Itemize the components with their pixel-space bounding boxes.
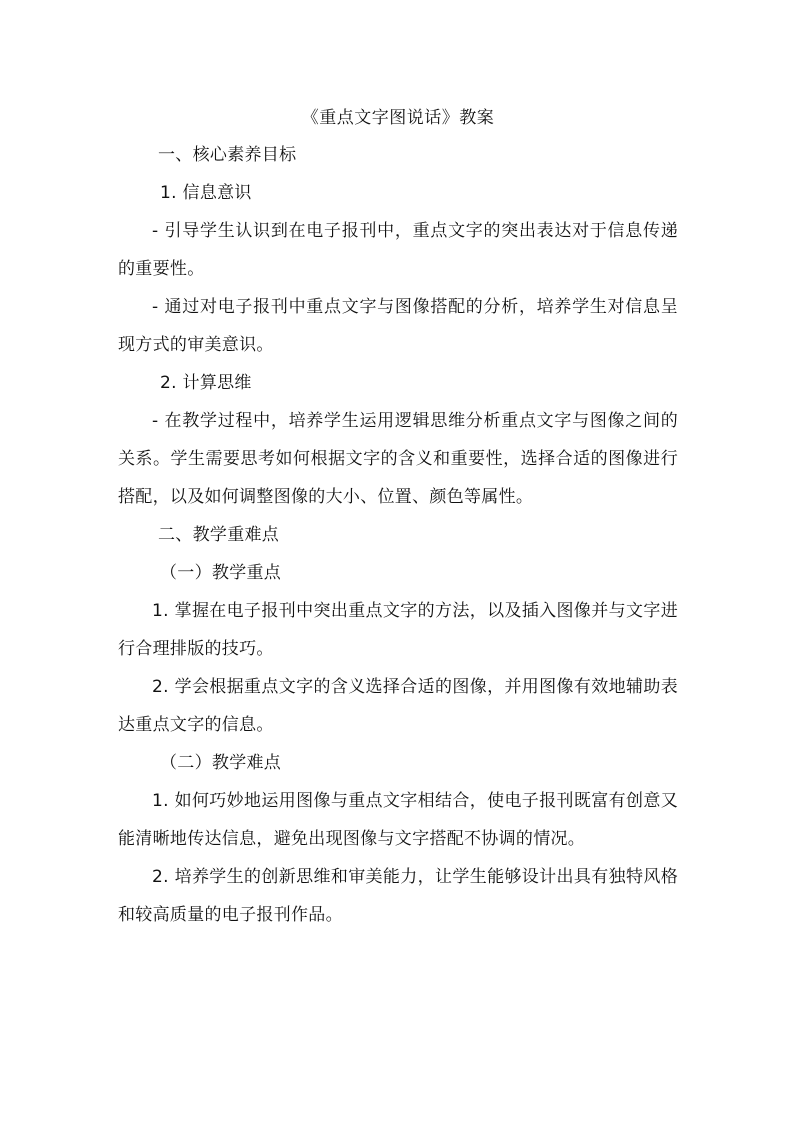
subheading-teaching-focus: （一）教学重点 bbox=[160, 563, 282, 583]
document-title: 《重点文字图说话》教案 bbox=[301, 108, 495, 128]
paragraph: 2. 培养学生的创新思维和审美能力，让学生能够设计出具有独特风格和较高质量的电子报刊作品。 bbox=[118, 867, 678, 925]
section-heading-core-goals: 一、核心素养目标 bbox=[158, 145, 297, 165]
paragraph: 1. 掌握在电子报刊中突出重点文字的方法，以及插入图像并与文字进行合理排版的技巧。 bbox=[118, 601, 678, 659]
document-body bbox=[118, 100, 678, 934]
paragraph: 2. 学会根据重点文字的含义选择合适的图像，并用图像有效地辅助表达重点文字的信息。 bbox=[118, 677, 678, 735]
paragraph: - 引导学生认识到在电子报刊中，重点文字的突出表达对于信息传递的重要性。 bbox=[118, 221, 678, 279]
subheading-information-awareness: 1. 信息意识 bbox=[160, 183, 252, 203]
paragraph: - 通过对电子报刊中重点文字与图像搭配的分析，培养学生对信息呈现方式的审美意识。 bbox=[118, 297, 678, 355]
section-heading-key-difficulties: 二、教学重难点 bbox=[158, 525, 280, 545]
subheading-computational-thinking: 2. 计算思维 bbox=[160, 373, 252, 393]
subheading-teaching-difficulty: （二）教学难点 bbox=[160, 753, 282, 773]
paragraph: - 在教学过程中，培养学生运用逻辑思维分析重点文字与图像之间的关系。学生需要思考如何根据文字的含义和重要性，选择合适的图像进行搭配，以及如何调整图像的大小、位置、颜色等属性。 bbox=[118, 411, 678, 507]
paragraph: 1. 如何巧妙地运用图像与重点文字相结合，使电子报刊既富有创意又能清晰地传达信息，避免出现图像与文字搭配不协调的情况。 bbox=[118, 791, 678, 849]
